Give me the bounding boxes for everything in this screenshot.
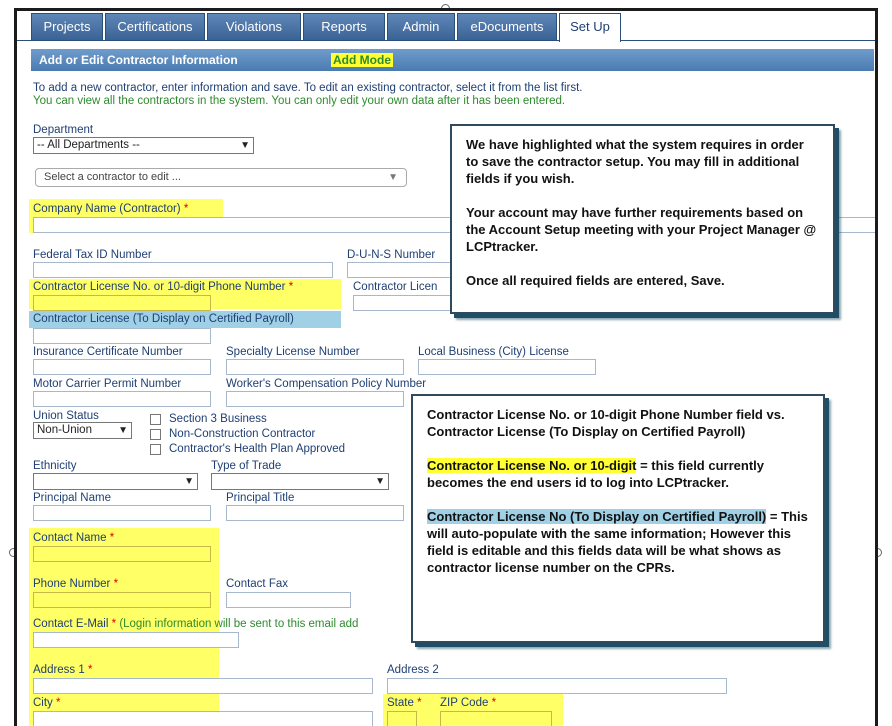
tab-projects[interactable]: Projects (31, 13, 103, 40)
tab-violations[interactable]: Violations (207, 13, 301, 40)
callout2-para1b: Contractor License (To Display on Certified Payroll) (427, 424, 746, 439)
phone-number-input[interactable] (33, 592, 211, 608)
tab-admin[interactable]: Admin (387, 13, 455, 40)
union-status-label: Union Status (33, 410, 99, 422)
union-status-select[interactable] (33, 422, 132, 439)
department-select[interactable] (33, 137, 254, 154)
main-nav-tabs (17, 11, 875, 41)
chevron-down-icon: ▼ (118, 425, 128, 436)
non-construction-label: Non-Construction Contractor (169, 428, 316, 440)
section3-label: Section 3 Business (169, 413, 267, 425)
state-label: State * (387, 697, 422, 709)
local-business-input[interactable] (418, 359, 596, 375)
contact-name-label: Contact Name * (33, 532, 115, 544)
contact-name-input[interactable] (33, 546, 211, 562)
section3-checkbox[interactable] (150, 414, 161, 425)
license-partial-label: Contractor Licen (353, 281, 438, 293)
callout1-para1: We have highlighted what the system requires in order to save the contractor setup. You may fill in additional fields if you wish. (466, 137, 804, 186)
federal-tax-id-input[interactable] (33, 262, 333, 278)
contact-fax-label: Contact Fax (226, 578, 288, 590)
section-header (31, 49, 874, 71)
company-name-label: Company Name (Contractor) * (33, 203, 189, 215)
tab-certifications[interactable]: Certifications (105, 13, 205, 40)
screenshot-frame (14, 8, 878, 726)
address2-input[interactable] (387, 678, 727, 694)
license-display-label: Contractor License (To Display on Certified Payroll) (33, 313, 294, 325)
license-or-phone-input[interactable] (33, 295, 211, 311)
chevron-down-icon: ▼ (388, 172, 398, 183)
tab-setup[interactable]: Set Up (559, 13, 621, 42)
insurance-cert-input[interactable] (33, 359, 211, 375)
tab-edocuments[interactable]: eDocuments (457, 13, 557, 40)
tab-reports[interactable]: Reports (303, 13, 385, 40)
city-label: City * (33, 697, 61, 709)
motor-carrier-input[interactable] (33, 391, 211, 407)
address1-label: Address 1 * (33, 664, 93, 676)
type-of-trade-label: Type of Trade (211, 460, 282, 472)
type-of-trade-select[interactable] (211, 473, 389, 490)
insurance-cert-label: Insurance Certificate Number (33, 346, 183, 358)
callout2-para3: Contractor License No (To Display on Certified Payroll) = This will auto-populate with the same information; However this field is editable and this fields data will be what shows as contractor license number on the CPRs. (427, 509, 808, 575)
chevron-down-icon: ▼ (375, 476, 385, 487)
zip-label: ZIP Code * (440, 697, 497, 709)
non-construction-checkbox[interactable] (150, 429, 161, 440)
principal-title-label: Principal Title (226, 492, 295, 504)
license-partial-input[interactable] (353, 295, 453, 311)
principal-name-label: Principal Name (33, 492, 111, 504)
intro-line-2: You can view all the contractors in the system. You can only edit your own data after it has been entered. (33, 95, 566, 107)
workers-comp-label: Worker's Compensation Policy Number (226, 378, 427, 390)
callout2-mark-yellow: Contractor License No. or 10-digit (427, 458, 637, 473)
duns-input[interactable] (347, 262, 457, 278)
principal-name-input[interactable] (33, 505, 211, 521)
contact-fax-input[interactable] (226, 592, 351, 608)
workers-comp-input[interactable] (226, 391, 404, 407)
callout1-para2: Your account may have further requirements based on the Account Setup meeting with your Project Manager @ LCPtracker. (466, 205, 817, 254)
ethnicity-select[interactable] (33, 473, 198, 490)
ethnicity-label: Ethnicity (33, 460, 77, 472)
info-callout-license (411, 394, 825, 643)
contractor-select[interactable] (35, 168, 407, 187)
department-label: Department (33, 124, 94, 136)
chevron-down-icon: ▼ (184, 476, 194, 487)
callout2-para1: Contractor License No. or 10-digit Phone Number field vs. (427, 407, 785, 422)
zip-input[interactable] (440, 711, 552, 726)
local-business-label: Local Business (City) License (418, 346, 569, 358)
license-display-input[interactable] (33, 328, 211, 344)
contractor-select-placeholder: Select a contractor to edit ... (44, 171, 181, 183)
section-title: Add or Edit Contractor Information (39, 53, 238, 67)
callout2-para2: Contractor License No. or 10-digit = this field currently becomes the end users id to log into LCPtracker. (427, 458, 764, 490)
address1-input[interactable] (33, 678, 373, 694)
state-input[interactable] (387, 711, 417, 726)
contact-email-label: Contact E-Mail * (Login information will be sent to this email add (33, 618, 359, 630)
health-plan-label: Contractor's Health Plan Approved (169, 443, 346, 455)
federal-tax-id-label: Federal Tax ID Number (33, 249, 152, 261)
specialty-license-input[interactable] (226, 359, 404, 375)
intro-line-1: To add a new contractor, enter information and save. To edit an existing contractor, select it from the list first. (33, 82, 583, 94)
motor-carrier-label: Motor Carrier Permit Number (33, 378, 182, 390)
phone-number-label: Phone Number * (33, 578, 119, 590)
info-callout-requirements (450, 124, 835, 314)
contact-email-input[interactable] (33, 632, 239, 648)
callout1-para3: Once all required fields are entered, Save. (466, 273, 725, 288)
address2-label: Address 2 (387, 664, 439, 676)
specialty-license-label: Specialty License Number (226, 346, 360, 358)
callout2-mark-blue: Contractor License No (To Display on Certified Payroll) (427, 509, 767, 524)
health-plan-checkbox[interactable] (150, 444, 161, 455)
license-or-phone-label: Contractor License No. or 10-digit Phone Number * (33, 281, 294, 293)
mode-badge: Add Mode (333, 53, 391, 67)
chevron-down-icon: ▼ (240, 140, 250, 151)
duns-label: D-U-N-S Number (347, 249, 436, 261)
department-value: -- All Departments -- (37, 139, 140, 151)
city-input[interactable] (33, 711, 373, 726)
union-status-value: Non-Union (37, 424, 92, 436)
principal-title-input[interactable] (226, 505, 404, 521)
